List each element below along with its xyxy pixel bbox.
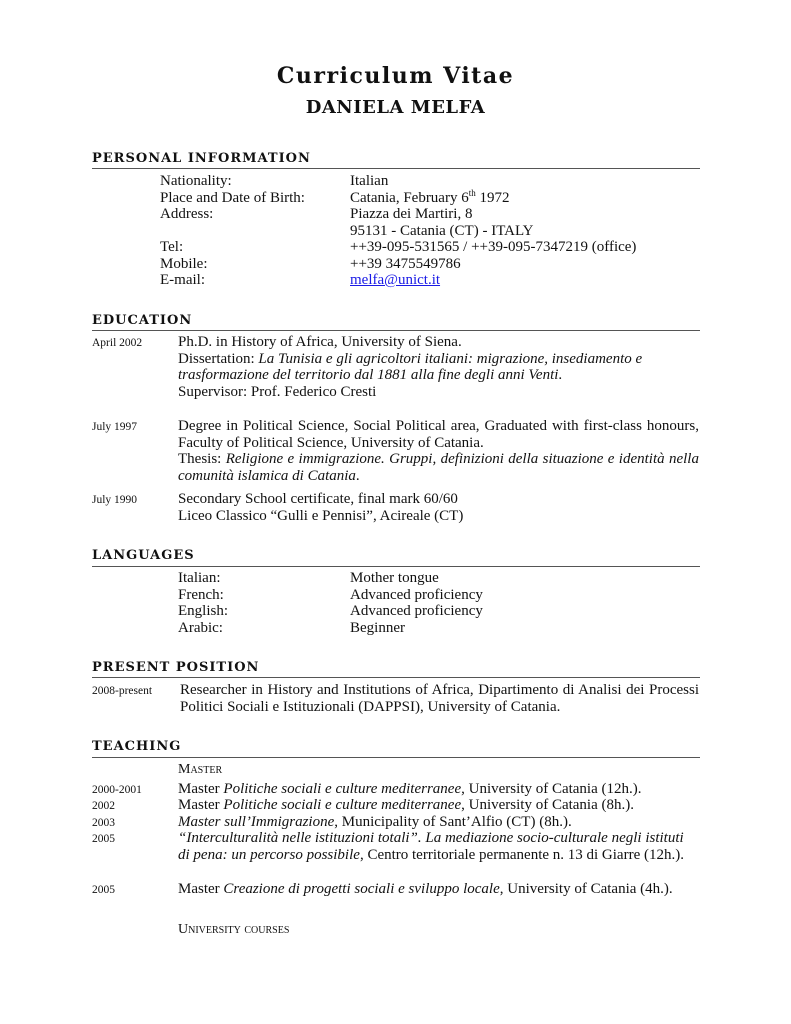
email-label: E-mail: xyxy=(160,272,205,288)
education-entry-phd: Ph.D. in History of Africa, University of Siena. Dissertation: La Tunisia e gli agricoltori italiani: migrazione, insediamento e trasformazione del territorio dal 1881 alla fine degli anni Venti. Supervisor: Prof. Federico Cresti xyxy=(178,334,643,400)
address-label: Address: xyxy=(160,206,214,222)
teaching-entry: “Interculturalità nelle istituzioni totali”. La mediazione socio-culturale negli istituti di pena: un percorso possibile, Centro territoriale permanente n. 13 di Giarre (12h.). xyxy=(178,830,684,863)
section-heading-position: PRESENT POSITION xyxy=(92,660,260,675)
education-date: April 2002 xyxy=(92,337,143,349)
birth-label: Place and Date of Birth: xyxy=(160,190,305,206)
nationality-label: Nationality: xyxy=(160,173,232,189)
teaching-date: 2003 xyxy=(92,817,115,829)
nationality-value: Italian xyxy=(350,173,389,189)
section-divider xyxy=(92,677,700,678)
teaching-master-label: Master xyxy=(178,762,223,777)
section-heading-languages: LANGUAGES xyxy=(92,548,195,563)
section-heading-teaching: TEACHING xyxy=(92,739,182,754)
teaching-entry: Master Politiche sociali e culture mediterranee, University of Catania (12h.). xyxy=(178,781,642,797)
language-level: Mother tongue xyxy=(350,570,439,586)
teaching-date: 2002 xyxy=(92,800,115,812)
language-name: French: xyxy=(178,587,224,603)
language-level: Advanced proficiency xyxy=(350,587,483,603)
address-line-2: 95131 - Catania (CT) - ITALY xyxy=(350,223,534,239)
tel-label: Tel: xyxy=(160,239,184,255)
education-entry-secondary: Secondary School certificate, final mark 60/60 Liceo Classico “Gulli e Pennisi”, Acireale (CT) xyxy=(178,491,464,524)
email-value[interactable] xyxy=(350,272,440,289)
teaching-university-label: University courses xyxy=(178,922,290,937)
teaching-date: 2005 xyxy=(92,833,115,845)
email-link[interactable]: melfa@unict.it xyxy=(350,272,441,288)
mobile-label: Mobile: xyxy=(160,256,208,272)
section-divider xyxy=(92,566,700,567)
language-name: English: xyxy=(178,603,229,619)
position-date: 2008-present xyxy=(92,685,153,697)
birth-value: Catania, February 6th 1972 xyxy=(350,188,510,206)
section-heading-personal: PERSONAL INFORMATION xyxy=(92,151,311,166)
section-heading-education: EDUCATION xyxy=(92,313,193,328)
language-level: Beginner xyxy=(350,620,405,636)
teaching-entry: Master Politiche sociali e culture mediterranee, University of Catania (8h.). xyxy=(178,797,634,813)
language-name: Arabic: xyxy=(178,620,223,636)
document-title: Curriculum Vitae xyxy=(276,63,515,89)
section-divider xyxy=(92,330,700,331)
education-date: July 1997 xyxy=(92,421,138,433)
education-entry-degree: Degree in Political Science, Social Political area, Graduated with first-class honours, Faculty of Political Science, University of Catania. Thesis: Religione e immigrazione. Gruppi, definizioni della situazione e identità nella comunità islamica di Catania. xyxy=(178,418,699,484)
teaching-entry: Master Creazione di progetti sociali e sviluppo locale, University of Catania (4h.). xyxy=(178,881,673,897)
language-level: Advanced proficiency xyxy=(350,603,483,619)
section-divider xyxy=(92,168,700,169)
language-name: Italian: xyxy=(178,570,221,586)
position-description: Researcher in History and Institutions of Africa, Dipartimento di Analisi dei Processi Politici Sociali e Istituzionali (DAPPSI), University of Catania. xyxy=(180,682,699,715)
person-name: DANIELA MELFA xyxy=(305,97,486,118)
mobile-value: ++39 3475549786 xyxy=(350,256,461,272)
teaching-date: 2000-2001 xyxy=(92,784,142,796)
tel-value: ++39-095-531565 / ++39-095-7347219 (office) xyxy=(350,239,637,255)
section-divider xyxy=(92,757,700,758)
teaching-entry: Master sull’Immigrazione, Municipality of Sant’Alfio (CT) (8h.). xyxy=(178,814,572,830)
address-line-1: Piazza dei Martiri, 8 xyxy=(350,206,473,222)
education-date: July 1990 xyxy=(92,494,138,506)
teaching-date: 2005 xyxy=(92,884,115,896)
